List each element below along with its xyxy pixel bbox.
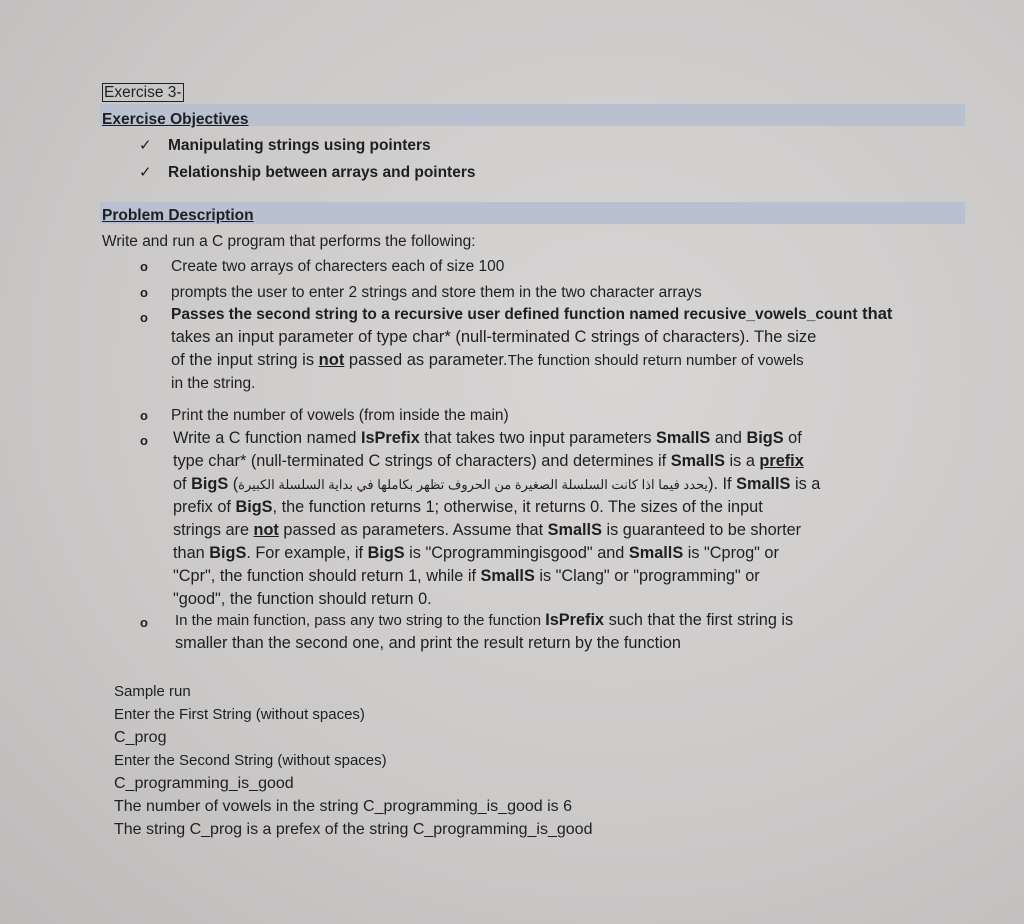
sample-line: The number of vowels in the string C_programming_is_good is 6 bbox=[114, 798, 573, 815]
objectives-title: Exercise Objectives bbox=[102, 111, 249, 128]
bullet-icon: o bbox=[140, 433, 148, 448]
bullet-icon: o bbox=[140, 310, 148, 325]
problem-intro: Write and run a C program that performs the following: bbox=[102, 233, 476, 250]
sample-line: Enter the First String (without spaces) bbox=[114, 706, 365, 723]
problem-item-6: In the main function, pass any two string to the function IsPrefix such that the first string is smaller than the second one, and print the result return by the function bbox=[175, 611, 794, 652]
sample-line: Enter the Second String (without spaces) bbox=[114, 752, 387, 769]
bullet-icon: o bbox=[140, 615, 148, 630]
problem-title: Problem Description bbox=[102, 207, 254, 224]
problem-item-2: prompts the user to enter 2 strings and store them in the two character arrays bbox=[171, 284, 702, 301]
objective-item: Manipulating strings using pointers bbox=[168, 137, 431, 154]
check-icon: ✓ bbox=[139, 164, 152, 181]
objective-item: Relationship between arrays and pointers bbox=[168, 164, 476, 181]
sample-line: Sample run bbox=[114, 683, 191, 700]
sample-line: The string C_prog is a prefex of the string C_programming_is_good bbox=[114, 821, 593, 838]
problem-item-3: Passes the second string to a recursive user defined function named recusive_vowels_count that takes an input parameter of type char* (null-terminated C strings of characters). The size of the input string is not passed as parameter.The function should return number of vowels in the string. bbox=[171, 305, 893, 392]
sample-line: C_prog bbox=[114, 729, 167, 746]
bullet-icon: o bbox=[140, 259, 148, 274]
sample-run bbox=[114, 680, 592, 841]
bullet-icon: o bbox=[140, 285, 148, 300]
problem-item-4: Print the number of vowels (from inside the main) bbox=[171, 407, 509, 424]
bullet-icon: o bbox=[140, 408, 148, 423]
exercise-title: Exercise 3- bbox=[104, 84, 182, 101]
problem-item-5: Write a C function named IsPrefix that takes two input parameters SmallS and BigS of type char* (null-terminated C strings of characters) and determines if SmallS is a prefix of BigS (يحدد فيما اذا كانت السلسلة الصغيرة من الحروف تظهر بكاملها في بداية السلسلة الكبيرة). If SmallS is a prefix of BigS, the function returns 1; otherwise, it returns 0. The sizes of the input strings are not passed as parameters. Assume that SmallS is guaranteed to be shorter than BigS. For example, if BigS is "Cprogrammingisgood" and SmallS is "Cprog" or "Cpr", the function should return 1, while if SmallS is "Clang" or "programming" or "good", the function should return 0. bbox=[173, 429, 821, 608]
sample-line: C_programming_is_good bbox=[114, 775, 294, 792]
check-icon: ✓ bbox=[139, 137, 152, 154]
problem-item-1: Create two arrays of charecters each of size 100 bbox=[171, 258, 505, 275]
